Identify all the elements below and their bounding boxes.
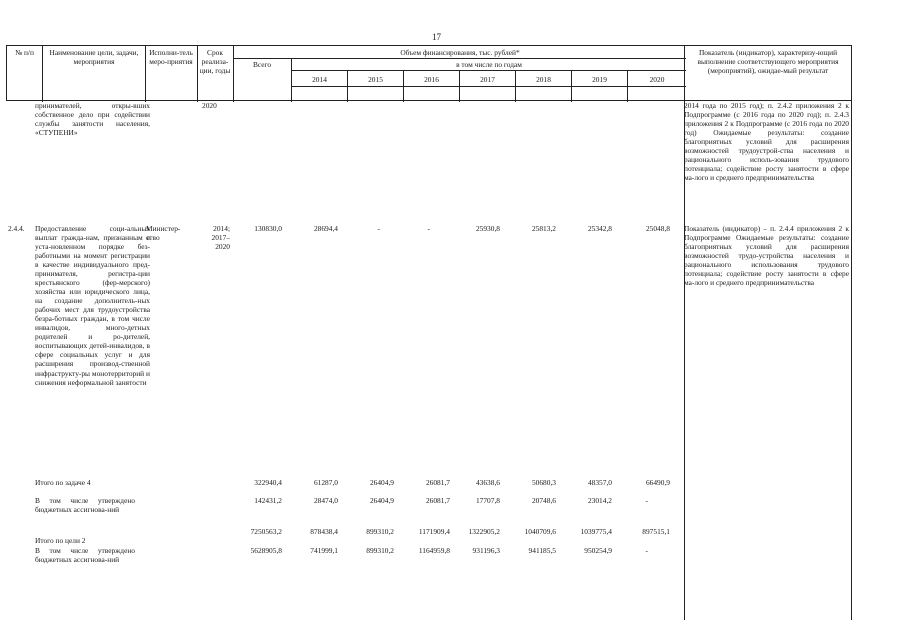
totals-2014: 878438,4 — [310, 527, 338, 536]
totals-2014: 61287,0 — [313, 478, 338, 487]
header-term: Срок реализа-ции, годы — [199, 48, 231, 76]
row-244-exec: Министер-ство — [146, 224, 181, 243]
totals-2020: 66490,9 — [645, 478, 670, 487]
totals-2015: 26404,9 — [369, 496, 394, 505]
row-244-total: 130830,0 — [254, 224, 282, 233]
totals-label: Итого по задаче 4 — [35, 478, 91, 487]
row-244-2020: 25048,8 — [645, 224, 670, 233]
totals-2019: 48357,0 — [587, 478, 612, 487]
totals-2020: 897515,1 — [642, 527, 670, 536]
header-indicator-cell — [684, 45, 852, 101]
row-244-2016: - — [427, 224, 430, 233]
totals-2019: 23014,2 — [587, 496, 612, 505]
header-year: 2018 — [536, 75, 551, 84]
header-indicator: Показатель (индикатор), характеризу-ющий выполнение соответствующего мероприятия (мероприятий), ожидае-мый результат — [697, 48, 839, 76]
totals-2015: 26404,9 — [369, 478, 394, 487]
totals-2018: 20748,6 — [531, 496, 556, 505]
cont-row-term: 2020 — [202, 101, 217, 110]
totals-2017: 931196,3 — [472, 546, 500, 555]
totals-2020: - — [645, 546, 648, 555]
cont-row-name: принимателей, откры-вших собственное дело при содействии службы занятости населения, «СТУПЕНИ» — [35, 101, 150, 138]
header-year: 2016 — [424, 75, 439, 84]
header-year: 2019 — [592, 75, 607, 84]
header-by-years: в том числе по годам — [456, 60, 522, 69]
totals-total: 322940,4 — [254, 478, 282, 487]
header-year: 2017 — [480, 75, 495, 84]
totals-total: 7250563,2 — [250, 527, 282, 536]
row-244-term: 2014; 2017–2020 — [211, 224, 230, 252]
row-244-2015: - — [377, 224, 380, 233]
row-244-indicator: Показатель (индикатор) – п. 2.4.4 приложения 2 к Подпрограмме Ожидаемые результаты: создание благоприятных условий для расширения возможностей трудо-устройства населения и рационального использования трудового потенциала; содействие росту занятости в сфере ма-лого и среднего предпринимательства — [684, 224, 849, 288]
totals-2014: 28474,0 — [313, 496, 338, 505]
totals-2020: - — [645, 496, 648, 505]
totals-label: Итого по цели 2 — [35, 536, 86, 545]
totals-2018: 941185,5 — [528, 546, 556, 555]
page-number: 17 — [432, 32, 441, 42]
totals-2016: 1164959,8 — [418, 546, 450, 555]
totals-2018: 50680,3 — [531, 478, 556, 487]
row-244-2018: 25813,2 — [531, 224, 556, 233]
header-total: Всего — [252, 60, 272, 69]
row-244-2014: 28694,4 — [313, 224, 338, 233]
header-year: 2014 — [312, 75, 327, 84]
header-year: 2015 — [368, 75, 383, 84]
totals-2019: 1039775,4 — [580, 527, 612, 536]
table-header — [6, 45, 685, 101]
totals-label: В том числе утверждено бюджетных ассигнова-ний — [35, 546, 135, 565]
totals-2017: 17707,8 — [475, 496, 500, 505]
totals-2015: 899310,2 — [366, 546, 394, 555]
totals-label: В том числе утверждено бюджетных ассигнова-ний — [35, 496, 135, 515]
header-year: 2020 — [649, 75, 665, 84]
header-exec: Исполни-тель меро-приятия — [149, 48, 193, 67]
header-num: № п/п — [15, 48, 34, 57]
totals-2017: 43638,6 — [475, 478, 500, 487]
header-volume: Объем финансирования, тыс. рублей* — [400, 48, 520, 57]
totals-2014: 741999,1 — [310, 546, 338, 555]
header-name: Наименование цели, задачи, мероприятия — [49, 48, 139, 67]
totals-2017: 1322905,2 — [468, 527, 500, 536]
totals-total: 5628905,8 — [250, 546, 282, 555]
totals-2015: 899310,2 — [366, 527, 394, 536]
totals-2016: 26081,7 — [425, 478, 450, 487]
indicator-column-border-right — [851, 100, 852, 620]
cont-row-indicator: 2014 года по 2015 год); п. 2.4.2 приложения 2 к Подпрограмме (с 2016 года по 2020 год); п. 2.4.3 приложения 2 к Подпрограмме (с 2016 года по 2020 год) Ожидаемые результаты: создание благоприятных условий для расширения возможностей трудоустрой-ства населения и рационального исполь-зования трудового потенциала; содействие росту занятости в сфере ма-лого и среднего предпринимательства — [684, 101, 849, 183]
totals-2018: 1040709,6 — [524, 527, 556, 536]
row-244-2019: 25342,8 — [587, 224, 612, 233]
totals-2016: 1171909,4 — [418, 527, 450, 536]
totals-2016: 26081,7 — [425, 496, 450, 505]
totals-total: 142431,2 — [254, 496, 282, 505]
row-244-num: 2.4.4. — [8, 224, 25, 233]
row-244-name: Предоставление соци-альных выплат гражда-нам, признанным в уста-новленном порядке без-работными на момент регистрации в качестве индивидуального пред-принимателя, регистра-ции крестьянского (фер-мерского) хозяйства или юридического лица, на создание дополнитель-ных рабочих мест для трудоустройства безра-ботных граждан, в том числе инвалидов, много-детных родителей и ро-дителей, воспитывающих детей-инвалидов, в сфере социальных услуг и для расширения производ-ственной инфраструкту-ры монотерриторий и снижения неформальной занятости — [35, 224, 150, 387]
row-244-2017: 25930,8 — [475, 224, 500, 233]
totals-2019: 950254,9 — [584, 546, 612, 555]
